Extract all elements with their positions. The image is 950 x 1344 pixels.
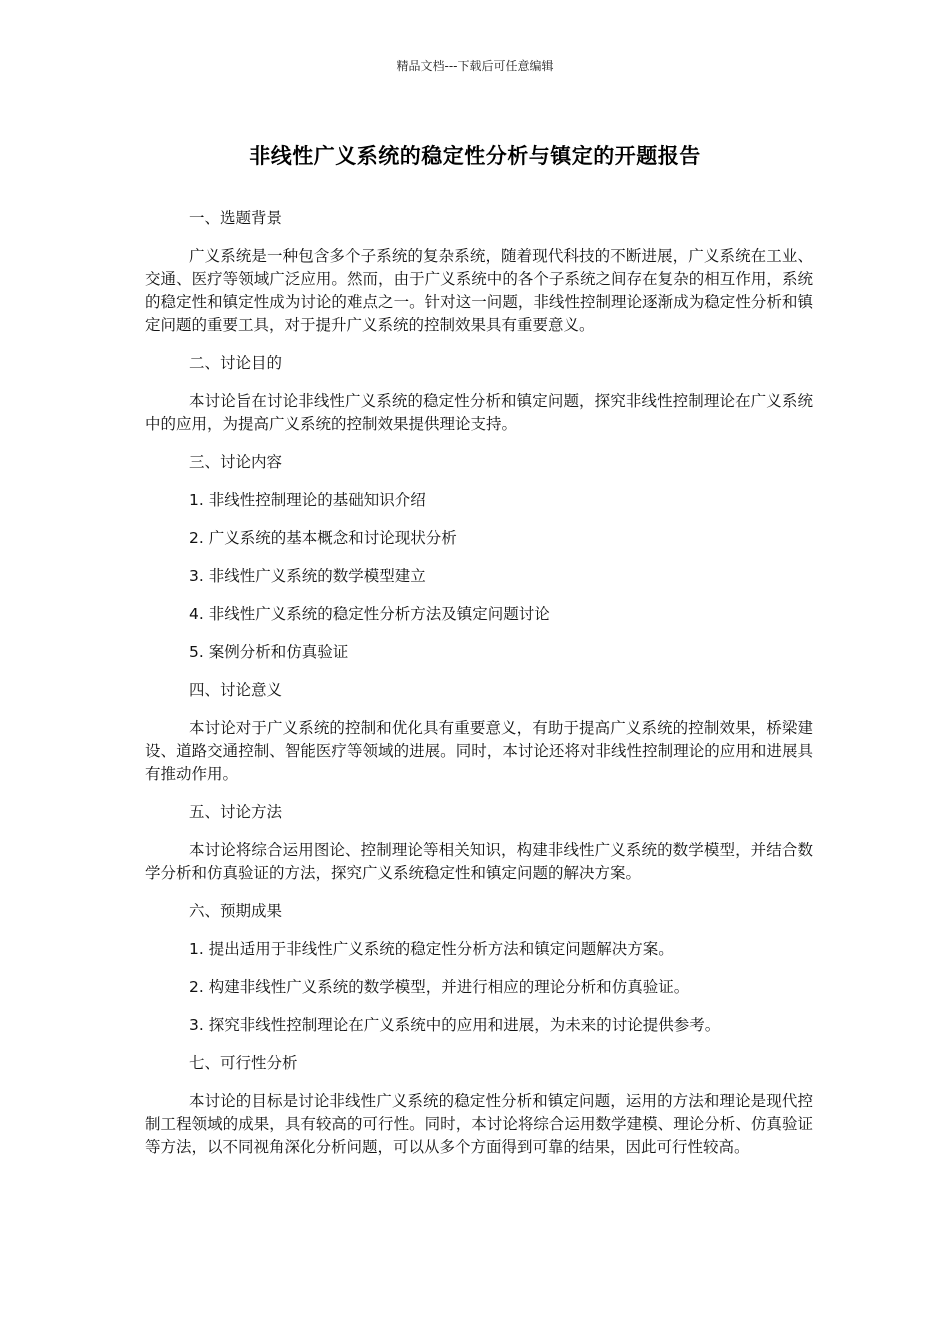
section-heading: 一、选题背景 — [189, 209, 283, 227]
list-item: 1. 提出适用于非线性广义系统的稳定性分析方法和镇定问题解决方案。 — [189, 940, 674, 958]
list-item: 5. 案例分析和仿真验证 — [189, 643, 349, 661]
section-heading: 二、讨论目的 — [189, 354, 283, 372]
list-item: 3. 探究非线性控制理论在广义系统中的应用和进展，为未来的讨论提供参考。 — [189, 1016, 721, 1034]
section-heading: 七、可行性分析 — [189, 1054, 298, 1072]
list-item: 3. 非线性广义系统的数学模型建立 — [189, 567, 426, 585]
section-heading: 三、讨论内容 — [189, 453, 283, 471]
section-paragraph: 广义系统是一种包含多个子系统的复杂系统，随着现代科技的不断进展，广义系统在工业、交通、医疗等领域广泛应用。然而，由于广义系统中的各个子系统之间存在复杂的相互作用，系统的稳定性和镇定性成为讨论的难点之一。针对这一问题，非线性控制理论逐渐成为稳定性分析和镇定问题的重要工具，对于提升广义系统的控制效果具有重要意义。 — [145, 247, 813, 334]
list-item: 1. 非线性控制理论的基础知识介绍 — [189, 491, 426, 509]
document-body — [145, 207, 813, 1174]
section-heading: 四、讨论意义 — [189, 681, 283, 699]
list-item: 2. 构建非线性广义系统的数学模型，并进行相应的理论分析和仿真验证。 — [189, 978, 690, 996]
section-heading: 五、讨论方法 — [189, 803, 283, 821]
section-paragraph: 本讨论对于广义系统的控制和优化具有重要意义，有助于提高广义系统的控制效果，桥梁建设、道路交通控制、智能医疗等领域的进展。同时，本讨论还将对非线性控制理论的应用和进展具有推动作用。 — [145, 719, 813, 783]
document-title: 非线性广义系统的稳定性分析与镇定的开题报告 — [249, 144, 701, 168]
section-paragraph: 本讨论旨在讨论非线性广义系统的稳定性分析和镇定问题，探究非线性控制理论在广义系统中的应用，为提高广义系统的控制效果提供理论支持。 — [145, 392, 813, 433]
section-paragraph: 本讨论将综合运用图论、控制理论等相关知识，构建非线性广义系统的数学模型，并结合数学分析和仿真验证的方法，探究广义系统稳定性和镇定问题的解决方案。 — [145, 841, 813, 882]
list-item: 4. 非线性广义系统的稳定性分析方法及镇定问题讨论 — [189, 605, 550, 623]
list-item: 2. 广义系统的基本概念和讨论现状分析 — [189, 529, 457, 547]
section-paragraph: 本讨论的目标是讨论非线性广义系统的稳定性分析和镇定问题，运用的方法和理论是现代控制工程领域的成果，具有较高的可行性。同时，本讨论将综合运用数学建模、理论分析、仿真验证等方法，以不同视角深化分析问题，可以从多个方面得到可靠的结果，因此可行性较高。 — [145, 1092, 813, 1156]
header-note: 精品文档---下载后可任意编辑 — [396, 59, 554, 73]
section-heading: 六、预期成果 — [189, 902, 283, 920]
